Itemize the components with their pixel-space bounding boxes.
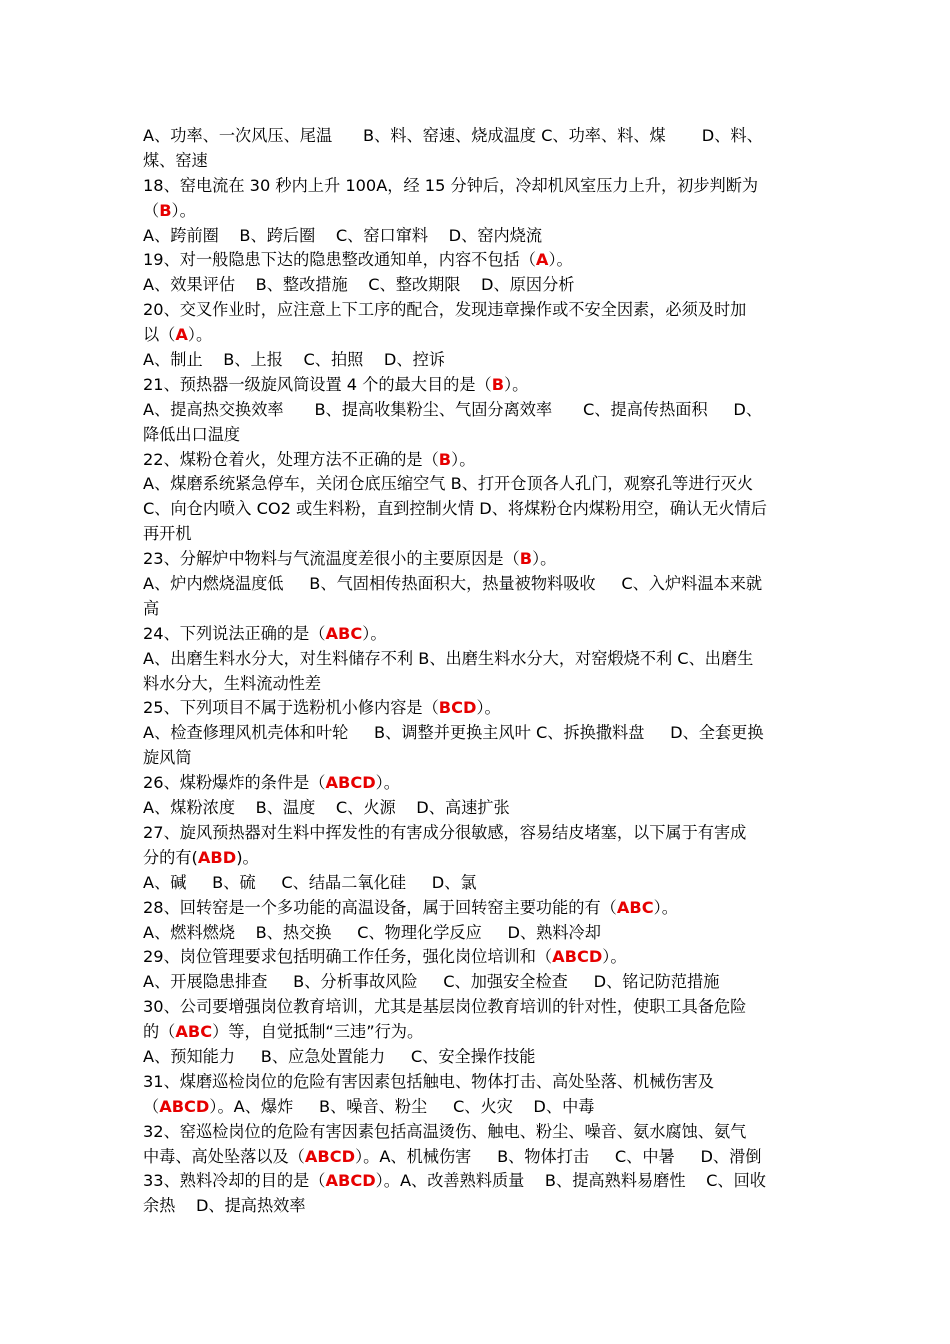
text-line (143, 970, 811, 995)
document-page (143, 124, 811, 1219)
text-segment: 25、下列项目不属于选粉机小修内容是（ (143, 698, 439, 718)
text-line (143, 696, 811, 721)
text-segment: 30、公司要增强岗位教育培训，尤其是基层岗位教育培训的针对性，使职工具备危险 (143, 997, 747, 1017)
text-line (143, 746, 811, 771)
text-line (143, 149, 811, 174)
text-segment: 再开机 (143, 524, 192, 544)
text-line (143, 124, 811, 149)
text-segment: ）。 (602, 947, 627, 967)
text-segment: ）。 (653, 897, 678, 917)
text-segment: A、功率、一次风压、尾温 B、料、窑速、烧成温度 C、功率、料、煤 D、料、 (143, 126, 763, 145)
text-line (143, 597, 811, 622)
text-segment: ）。 (532, 549, 557, 569)
text-line (143, 448, 811, 473)
text-segment: 26、煤粉爆炸的条件是（ (143, 773, 326, 793)
text-segment: 料水分大，生料流动性差 (143, 673, 322, 693)
answer-key: BCD (438, 698, 477, 718)
answer-key: ABCD (325, 773, 376, 793)
text-segment: A、燃料燃烧 B、热交换 C、物理化学反应 D、熟料冷却 (143, 922, 601, 942)
text-segment: A、跨前圈 B、跨后圈 C、窑口窜料 D、窑内烧流 (143, 225, 543, 245)
text-line (143, 1045, 811, 1070)
text-segment: 28、回转窑是一个多功能的高温设备，属于回转窑主要功能的有（ (143, 897, 617, 917)
text-line (143, 497, 811, 522)
text-line (143, 1145, 811, 1170)
text-segment: 分的有( (143, 847, 198, 867)
text-segment: 32、窑巡检岗位的危险有害因素包括高温烫伤、触电、粉尘、噪音、氨水腐蚀、氨气 (143, 1121, 747, 1141)
text-line (143, 796, 811, 821)
text-segment: A、检查修理风机壳体和叶轮 B、调整并更换主风叶 C、拆换撒料盘 D、全套更换 (143, 723, 764, 743)
answer-key: ABCD (552, 947, 603, 967)
answer-key: ABC (616, 897, 654, 917)
text-segment: C、向仓内喷入 CO2 或生料粉，直到控制火情 D、将煤粉仓内煤粉用空，确认无火情后 (143, 499, 767, 519)
answer-key: B (491, 374, 505, 394)
text-line (143, 921, 811, 946)
text-segment: 煤、窑速 (143, 150, 208, 170)
text-segment: A、碱 B、硫 C、结晶二氧化硅 D、氯 (143, 872, 477, 892)
text-line (143, 472, 811, 497)
text-segment: ）。 (451, 449, 476, 469)
text-segment: ）。 (548, 250, 573, 270)
text-segment: 18、窑电流在 30 秒内上升 100A，经 15 分钟后，冷却机风室压力上升，初步判断为 (143, 175, 759, 195)
text-segment: 21、预热器一级旋风筒设置 4 个的最大目的是（ (143, 374, 492, 394)
text-segment: A、出磨生料水分大，对生料储存不利 B、出磨生料水分大，对窑煅烧不利 C、出磨生 (143, 648, 754, 668)
text-segment: A、提高热交换效率 B、提高收集粉尘、气固分离效率 C、提高传热面积 D、 (143, 399, 763, 419)
answer-key: ABC (175, 1022, 213, 1042)
text-segment: 20、交叉作业时，应注意上下工序的配合，发现违章操作或不安全因素，必须及时加 (143, 300, 747, 320)
answer-key: A (175, 325, 188, 345)
text-segment: 27、旋风预热器对生料中挥发性的有害成分很敏感，容易结皮堵塞，以下属于有害成 (143, 822, 747, 842)
answer-key: ABD (197, 847, 237, 867)
text-segment: ）等，自觉抵制“三违”行为。 (212, 1022, 424, 1042)
text-line (143, 1070, 811, 1095)
text-segment: ）。A、爆炸 B、噪音、粉尘 C、火灾 D、中毒 (209, 1096, 595, 1116)
text-segment: A、炉内燃烧温度低 B、气固相传热面积大，热量被物料吸收 C、入炉料温本来就 (143, 574, 763, 594)
text-line (143, 871, 811, 896)
text-line (143, 572, 811, 597)
text-line (143, 273, 811, 298)
text-segment: A、煤磨系统紧急停车，关闭仓底压缩空气 B、打开仓顶各人孔门，观察孔等进行灭火 (143, 474, 754, 494)
text-line (143, 423, 811, 448)
text-segment: （ (143, 200, 160, 220)
text-segment: 高 (143, 598, 160, 618)
text-segment: ）。 (504, 374, 529, 394)
text-line (143, 672, 811, 697)
text-line (143, 1120, 811, 1145)
text-line (143, 174, 811, 199)
text-segment: A、预知能力 B、应急处置能力 C、安全操作技能 (143, 1046, 536, 1066)
answer-key: ABCD (159, 1096, 210, 1116)
text-line (143, 373, 811, 398)
text-line (143, 1169, 811, 1194)
text-segment: ）。A、改善熟料质量 B、提高熟料易磨性 C、回收 (375, 1171, 766, 1191)
answer-key: ABC (325, 623, 363, 643)
text-segment: ）。 (187, 325, 213, 345)
text-segment: 余热 D、提高热效率 (143, 1196, 306, 1216)
text-line (143, 721, 811, 746)
text-segment: 24、下列说法正确的是（ (143, 623, 326, 643)
text-segment: ）。A、机械伤害 B、物体打击 C、中暑 D、滑倒 (355, 1146, 762, 1166)
text-segment: ）。 (171, 200, 196, 220)
text-line (143, 1020, 811, 1045)
text-line (143, 547, 811, 572)
answer-key: ABCD (304, 1146, 356, 1166)
text-line (143, 622, 811, 647)
text-segment: （ (143, 1096, 160, 1116)
text-line (143, 199, 811, 224)
text-segment: ）。 (362, 623, 387, 643)
text-line (143, 1095, 811, 1120)
text-line (143, 398, 811, 423)
text-segment: 22、煤粉仓着火，处理方法不正确的是（ (143, 449, 439, 469)
text-line (143, 522, 811, 547)
text-line (143, 298, 811, 323)
text-line (143, 323, 811, 348)
text-line (143, 896, 811, 921)
text-segment: 31、煤磨巡检岗位的危险有害因素包括触电、物体打击、高处坠落、机械伤害及 (143, 1071, 714, 1091)
text-line (143, 248, 811, 273)
text-line (143, 945, 811, 970)
text-segment: 的（ (143, 1022, 176, 1042)
text-segment: ）。 (476, 698, 501, 718)
text-segment: A、效果评估 B、整改措施 C、整改期限 D、原因分析 (143, 275, 575, 295)
answer-key: B (159, 200, 172, 220)
text-segment: )。 (236, 847, 259, 867)
text-line (143, 771, 811, 796)
text-segment: A、煤粉浓度 B、温度 C、火源 D、高速扩张 (143, 798, 510, 818)
text-segment: 以（ (143, 325, 176, 345)
text-segment: 中毒、高处坠落以及（ (143, 1146, 305, 1166)
text-segment: 29、岗位管理要求包括明确工作任务，强化岗位培训和（ (143, 947, 553, 967)
text-line (143, 348, 811, 373)
text-line (143, 647, 811, 672)
text-segment: ）。 (375, 773, 400, 793)
answer-key: ABCD (325, 1171, 376, 1191)
text-line (143, 846, 811, 871)
text-segment: A、开展隐患排查 B、分析事故风险 C、加强安全检查 D、铭记防范措施 (143, 972, 720, 992)
text-segment: 19、对一般隐患下达的隐患整改通知单，内容不包括（ (143, 250, 536, 270)
text-segment: 23、分解炉中物料与气流温度差很小的主要原因是（ (143, 549, 520, 569)
text-segment: 33、熟料冷却的目的是（ (143, 1171, 326, 1191)
text-segment: 降低出口温度 (143, 424, 241, 444)
answer-key: B (519, 549, 533, 569)
text-line (143, 821, 811, 846)
text-line (143, 995, 811, 1020)
text-segment: A、制止 B、上报 C、拍照 D、控诉 (143, 350, 445, 370)
answer-key: A (535, 250, 549, 270)
text-segment: 旋风筒 (143, 748, 192, 768)
answer-key: B (438, 449, 452, 469)
text-line (143, 224, 811, 249)
text-line (143, 1194, 811, 1219)
